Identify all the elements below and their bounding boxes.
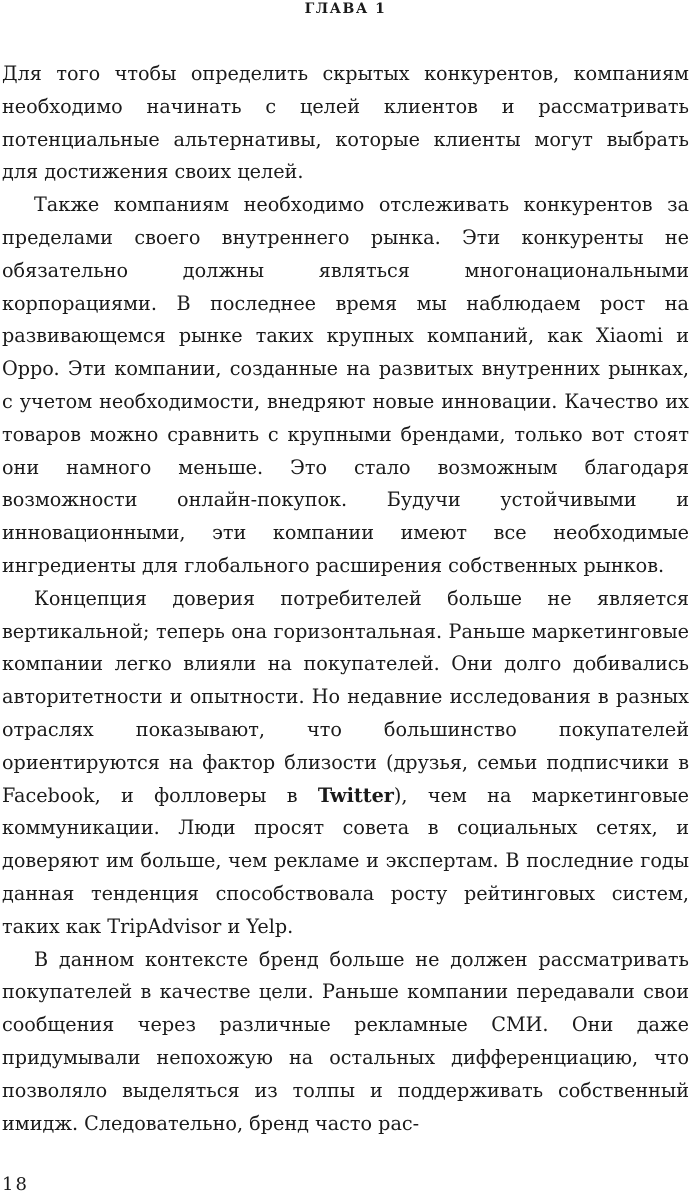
page-number: 18 (2, 1174, 29, 1195)
paragraph-1: Для того чтобы определить скрытых конкурентов, компаниям необходимо начинать с целей клиентов и рассматривать потенциальные альтернативы, которые клиенты могут выбрать для достижения своих целей. (2, 62, 689, 184)
running-header: ГЛАВА 1 (304, 1, 387, 17)
paragraph-3-part-1: Концепция доверия потребителей больше не является вертикальной; теперь она горизонтальная. Раньше маркетинговые компании легко влияли на покупателей. Они долго добивались авторитетности и опытности. Но недавние исследования в разных отраслях показывают, что большинство покупателей ориентируются на фактор близости (друзья, семьи подписчики в Facebook, и фолловеры в (2, 586, 689, 807)
twitter-bold-term: Twitter (317, 783, 394, 807)
paragraph-3 (2, 583, 689, 944)
paragraph-4: В данном контексте бренд больше не должен рассматривать покупателей в качестве цели. Раньше компании передавали свои сообщения через различные рекламные СМИ. Они даже придумывали непохожую на остальных дифференциацию, что позволяло выделяться из толпы и поддерживать собственный имидж. Следовательно, бренд часто рас- (2, 947, 689, 1135)
page-body (2, 58, 689, 1140)
paragraph-2: Также компаниям необходимо отслеживать конкурентов за пределами своего внутреннего рынка. Эти конкуренты не обязательно должны являться многонациональными корпорациями. В последнее время мы наблюдаем рост на развивающемся рынке таких крупных компаний, как Xiaomi и Oppo. Эти компании, созданные на развитых внутренних рынках, с учетом необходимости, внедряют новые инновации. Качество их товаров можно сравнить с крупными брендами, только вот стоят они намного меньше. Это стало возможным благодаря возможности онлайн-покупок. Будучи устойчивыми и инновационными, эти компании имеют все необходимые ингредиенты для глобального расширения собственных рынков. (2, 193, 689, 577)
paragraph-3-part-2: ), чем на маркетинговые коммуникации. Люди просят совета в социальных сетях, и доверяют им больше, чем рекламе и экспертам. В последние годы данная тенденция способствовала росту рейтинговых систем, таких как TripAdvisor и Yelp. (2, 783, 689, 938)
